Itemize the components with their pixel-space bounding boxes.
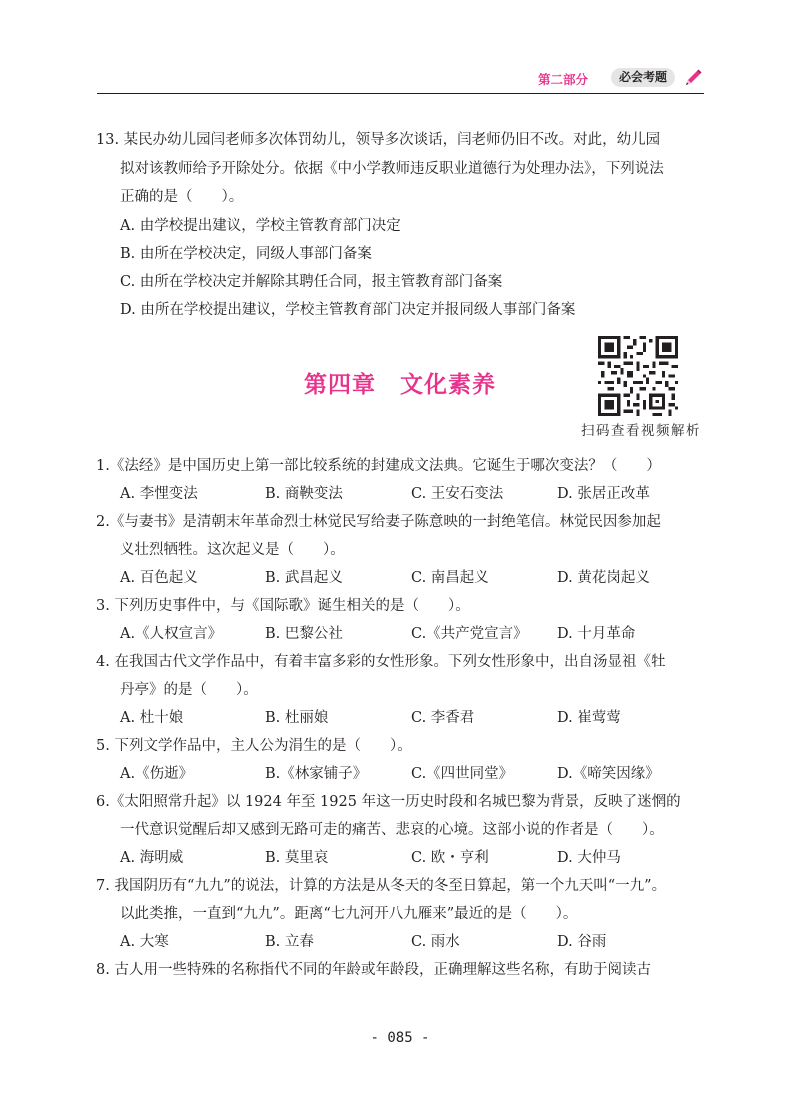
question-6-option-b: B. 莫里哀 xyxy=(265,850,329,866)
question-5-option-c: C.《四世同堂》 xyxy=(411,766,514,782)
question-13-option-d: D. 由所在学校提出建议，学校主管教育部门决定并报同级人事部门备案 xyxy=(120,302,576,318)
question-7-option-a: A. 大寒 xyxy=(120,934,169,950)
qr-caption: 扫码查看视频解析 xyxy=(581,423,701,439)
question-13-line: 正确的是（ ）。 xyxy=(120,189,244,205)
question-1-line: 1.《法经》是中国历史上第一部比较系统的封建成文法典。它诞生于哪次变法？（ ） xyxy=(96,458,661,474)
question-4-option-b: B. 杜丽娘 xyxy=(265,710,329,726)
question-6-option-a: A. 海明威 xyxy=(120,850,184,866)
question-7-option-b: B. 立春 xyxy=(265,934,314,950)
question-6-line: 6.《太阳照常升起》以 1924 年至 1925 年这一历史时段和名城巴黎为背景，反映了迷惘的 xyxy=(96,794,681,810)
question-1-option-d: D. 张居正改革 xyxy=(557,486,650,502)
question-3-option-c: C.《共产党宣言》 xyxy=(411,626,528,642)
question-4-option-a: A. 杜十娘 xyxy=(120,710,184,726)
question-13-option-a: A. 由学校提出建议，学校主管教育部门决定 xyxy=(120,218,401,234)
question-8-line: 8. 古人用一些特殊的名称指代不同的年龄或年龄段，正确理解这些名称，有助于阅读古 xyxy=(96,962,651,978)
question-3-line: 3. 下列历史事件中，与《国际歌》诞生相关的是（ ）。 xyxy=(96,598,470,614)
question-5-option-d: D.《啼笑因缘》 xyxy=(557,766,660,782)
question-1-option-b: B. 商鞅变法 xyxy=(265,486,343,502)
question-13-line: 拟对该教师给予开除处分。依据《中小学教师违反职业道德行为处理办法》，下列说法 xyxy=(120,161,664,177)
question-3-option-d: D. 十月革命 xyxy=(557,626,636,642)
question-4-line: 丹亭》的是（ ）。 xyxy=(120,682,258,698)
question-13-option-c: C. 由所在学校决定并解除其聘任合同，报主管教育部门备案 xyxy=(120,274,503,290)
section-tag: 必会考题 xyxy=(611,68,675,87)
question-6-line: 一代意识觉醒后却又感到无路可走的痛苦、悲哀的心境。这部小说的作者是（ ）。 xyxy=(120,822,664,838)
question-3-option-b: B. 巴黎公社 xyxy=(265,626,343,642)
question-2-line: 2.《与妻书》是清朝末年革命烈士林觉民写给妻子陈意映的一封绝笔信。林觉民因参加起 xyxy=(96,514,661,530)
question-5-option-b: B.《林家铺子》 xyxy=(265,766,368,782)
question-7-option-d: D. 谷雨 xyxy=(557,934,607,950)
question-4-option-c: C. 李香君 xyxy=(411,710,475,726)
question-7-line: 以此类推，一直到“九九”。距离“七九河开八九雁来”最近的是（ ）。 xyxy=(120,906,578,922)
question-7-option-c: C. 雨水 xyxy=(411,934,460,950)
question-5-option-a: A.《伤逝》 xyxy=(120,766,194,782)
question-2-option-a: A. 百色起义 xyxy=(120,570,198,586)
question-1-option-a: A. 李悝变法 xyxy=(120,486,198,502)
question-2-option-b: B. 武昌起义 xyxy=(265,570,343,586)
question-4-option-d: D. 崔莺莺 xyxy=(557,710,621,726)
question-13-line: 13. 某民办幼儿园闫老师多次体罚幼儿，领导多次谈话，闫老师仍旧不改。对此，幼儿园 xyxy=(96,132,661,148)
question-3-option-a: A.《人权宣言》 xyxy=(120,626,223,642)
question-13-option-b: B. 由所在学校决定，同级人事部门备案 xyxy=(120,246,372,262)
page-number: - 085 - xyxy=(370,1030,430,1046)
question-2-option-d: D. 黄花岗起义 xyxy=(557,570,650,586)
question-5-line: 5. 下列文学作品中，主人公为涓生的是（ ）。 xyxy=(96,738,412,754)
qr-code-icon[interactable] xyxy=(598,336,678,416)
chapter-title: 第四章 文化素养 xyxy=(304,371,496,398)
question-7-line: 7. 我国阴历有“九九”的说法，计算的方法是从冬天的冬至日算起，第一个九天叫“一九”。 xyxy=(96,878,667,894)
question-6-option-c: C. 欧・亨利 xyxy=(411,850,489,866)
question-6-option-d: D. 大仲马 xyxy=(557,850,621,866)
question-2-line: 义壮烈牺牲。这次起义是（ ）。 xyxy=(120,542,345,558)
question-4-line: 4. 在我国古代文学作品中，有着丰富多彩的女性形象。下列女性形象中，出自汤显祖《牡 xyxy=(96,654,666,670)
question-2-option-c: C. 南昌起义 xyxy=(411,570,489,586)
question-1-option-c: C. 王安石变法 xyxy=(411,486,504,502)
section-label: 第二部分 xyxy=(538,72,589,87)
